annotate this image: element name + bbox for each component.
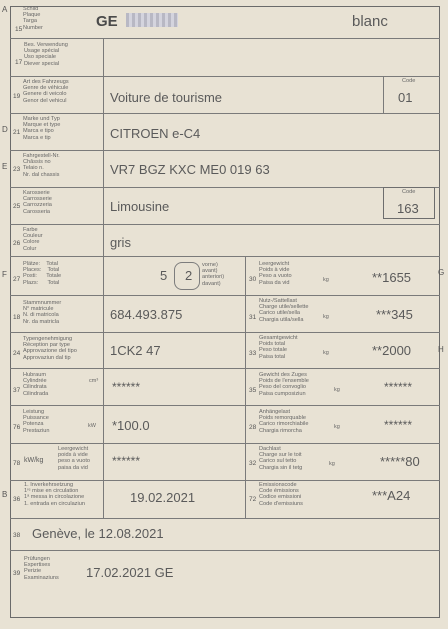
field-number-26: 26 [13, 240, 21, 247]
empty-weight-label: Leergewicht Poids à vide Peso a vuoto Paisa da vid [259, 261, 292, 286]
field-number-72: 72 [249, 496, 257, 503]
payload-unit: kg [323, 314, 329, 320]
vehicle-type-value: Voiture de tourisme [110, 90, 223, 105]
inspection-label: Prüfungen Expertises Perizie Examinaziuns [24, 556, 59, 581]
towing-weight-label: Anhängelast Poids remorquable Carico rimorchiabile Chargia rimorcha [259, 409, 309, 434]
field-number-27: 27 [13, 276, 21, 283]
body-value: Limousine [110, 199, 170, 214]
field-number-31: 31 [249, 314, 257, 321]
field-number-18: 18 [13, 314, 21, 321]
matriculation-label: Stammnummer N° matricule N. di matricola Nr. da matricla [23, 300, 62, 325]
field-number-36: 36 [13, 496, 21, 503]
towing-weight-unit: kg [334, 424, 340, 430]
field-number-21: 21 [13, 129, 21, 136]
seats-front-label: vorne) avant) anteriori) davant) [202, 262, 225, 287]
field-number-30: 30 [249, 276, 257, 283]
power-weight-ratio-label: kW/kg [24, 457, 44, 464]
field-number-33: 33 [249, 350, 257, 357]
field-number-17: 17 [15, 59, 23, 66]
issue-place-date: Genève, le 12.08.2021 [32, 526, 164, 541]
side-letter-d: D [2, 125, 8, 134]
type-approval-value: 1CK2 47 [110, 343, 161, 358]
roof-load-unit: kg [329, 461, 335, 467]
empty-weight-unit: kg [323, 277, 329, 283]
field-number-39: 39 [13, 570, 21, 577]
total-weight-value: **2000 [372, 343, 412, 358]
field-number-25: 25 [13, 203, 21, 210]
side-letter-e: E [2, 162, 8, 171]
field-number-23: 23 [13, 166, 21, 173]
side-letter-a: A [2, 5, 8, 14]
vehicle-type-label: Art des Fahrzeugs Genre de véhicule Genere di veicolo Genor del vehicul [23, 79, 69, 104]
plate-number-redacted [126, 13, 178, 27]
field-number-19: 19 [13, 93, 21, 100]
field-number-15: 15 [15, 26, 23, 33]
colour-value: gris [110, 235, 131, 250]
vehicle-type-code-label: Code [402, 78, 416, 84]
field-number-32: 32 [249, 460, 257, 467]
combination-weight-value: ****** [384, 380, 413, 394]
colour-label: Farbe Couleur Colore Colur [23, 227, 43, 252]
first-registration-label: 1. Inverkehrsetzung 1ʳᵉ mise en circulation 1ᵃ messa in circolazione 1. entrada en circulaziun [24, 482, 85, 507]
field-number-38: 38 [13, 532, 21, 539]
side-letter-f: F [2, 270, 7, 279]
plate-label: Schild Plaque Targa Number [23, 6, 43, 31]
make-model-label: Marke und Typ Marque et type Marca e tipo Marca e tip [23, 116, 61, 141]
power-weight-ratio-value: ****** [112, 454, 141, 468]
power-value: *100.0 [112, 418, 150, 433]
empty-weight-value: **1655 [372, 270, 412, 285]
roof-load-label: Dachlast Charge sur le toit Carico sul tetto Chargia sin il tetg [259, 446, 303, 471]
power-unit: kW [88, 423, 96, 429]
payload-value: ***345 [376, 307, 413, 322]
side-letter-h: H [438, 345, 444, 354]
field-number-28: 28 [249, 424, 257, 431]
chassis-label: Fahrgestell-Nr. Châssis no Telaio n. Nr. dal chassis [23, 153, 60, 178]
power-label: Leistung Puissance Potenza Prestaziun [23, 409, 50, 434]
seats-front: 2 [185, 268, 193, 283]
side-letter-g: G [438, 268, 445, 277]
chassis-value: VR7 BGZ KXC ME0 019 63 [110, 162, 270, 177]
emission-code-value: ***A24 [372, 488, 411, 503]
total-weight-unit: kg [323, 350, 329, 356]
side-letter-b: B [2, 490, 8, 499]
make-model-value: CITROEN e-C4 [110, 126, 201, 141]
body-label: Karosserie Carrosserie Carrozzeria Carosseria [23, 190, 52, 215]
vehicle-type-code: 01 [398, 90, 413, 105]
first-registration-value: 19.02.2021 [130, 490, 196, 505]
seats-label: Plätze: Total Places: Total Posti: Totale Plazs: Total [23, 261, 62, 286]
total-weight-label: Gesamtgewicht Poids total Peso totale Paisa total [259, 335, 298, 360]
body-code: 163 [397, 201, 419, 216]
field-number-37: 37 [13, 387, 21, 394]
displacement-unit: cm³ [89, 378, 99, 384]
power-weight-ratio-sublabel: Leergewicht poids à vide peso a vuoto paisa da vid [58, 446, 91, 471]
field-number-24: 24 [13, 350, 21, 357]
combination-weight-unit: kg [334, 387, 340, 393]
roof-load-value: *****80 [380, 454, 420, 469]
matriculation-value: 684.493.875 [110, 307, 183, 322]
body-code-label: Code [402, 189, 416, 195]
displacement-label: Hubraum Cylindrée Cilindrata Cilindrada [23, 372, 49, 397]
payload-label: Nutz-/Sattellast Charge utile/sellette Carico utile/sella Chargia utila/sella [259, 298, 309, 323]
inspection-value: 17.02.2021 GE [86, 565, 174, 580]
emission-code-label: Emissionscode Code émissions Codice emissioni Code d'emissiuns [259, 482, 303, 507]
displacement-value: ****** [112, 380, 141, 394]
type-approval-label: Typengenehmigung Réception par type Approvazione del tipo Approvaziun dal tip [23, 336, 77, 361]
field-number-76: 76 [13, 424, 21, 431]
field-number-35: 35 [249, 387, 257, 394]
plate-colour: blanc [352, 13, 388, 30]
plate-canton: GE [96, 13, 118, 30]
field-number-78: 78 [13, 460, 21, 467]
seats-total: 5 [160, 268, 168, 283]
special-use-label: Bes. Verwendung Usage spécial Uso speciale Diever special [24, 42, 68, 67]
combination-weight-label: Gewicht des Zuges Poids de l'ensemble Peso del convoglio Paisa cumposiziun [259, 372, 309, 397]
towing-weight-value: ****** [384, 418, 413, 432]
